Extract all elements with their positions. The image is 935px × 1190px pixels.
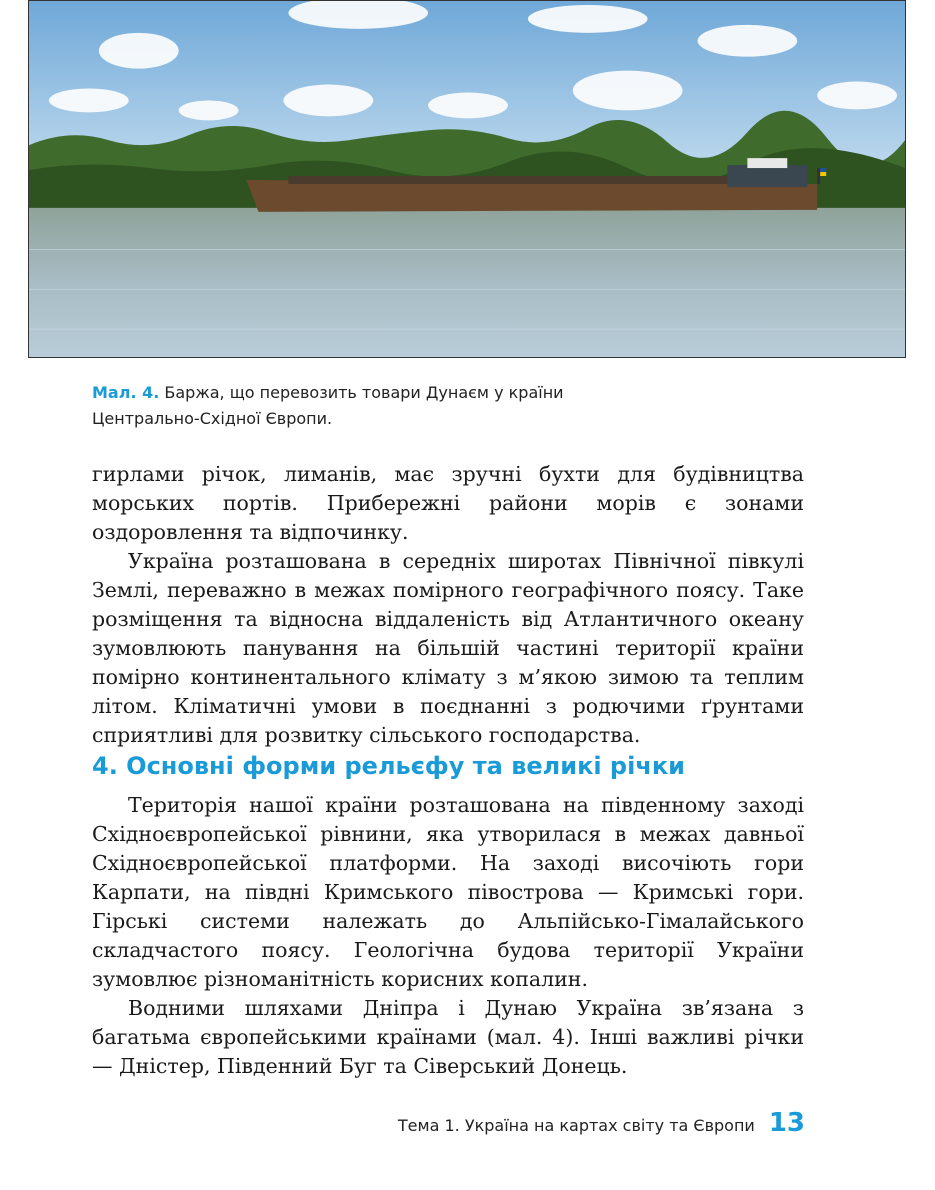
paragraph-climate: Україна розташована в середніх широтах Північної півкулі Землі, переважно в межах помірного географічного поясу. Таке розміщення та відносна віддаленість від Атлантичного океану зумовлюють панування на більшій частині території країни помірно континентального клімату з м’якою зимою та теплим літом. Кліматичні умови в поєднанні з родючими ґрунтами сприятливі для розвитку сільського господарства. bbox=[92, 549, 804, 747]
caption-line-1: Баржа, що перевозить товари Дунаєм у країни bbox=[164, 383, 564, 402]
paragraph-relief: Територія нашої країни розташована на південному заході Східноєвропейської рівнини, яка утворилася в межах давньої Східноєвропейської платформи. На заході височіють гори Карпати, на півдні Кримського півострова — Кримські гори. Гірські системи належать до Альпійсько-Гімалайського складчастого поясу. Геологічна будова території України зумовлює різноманітність корисних копалин. bbox=[92, 793, 804, 991]
section-heading: 4. Основні форми рельєфу та великі річки bbox=[92, 752, 685, 780]
page-footer bbox=[398, 1108, 805, 1138]
page-number: 13 bbox=[768, 1108, 805, 1138]
figure-label: Мал. 4. bbox=[92, 383, 160, 402]
text-block-2 bbox=[92, 791, 804, 1081]
text-block-1 bbox=[92, 460, 804, 750]
footer-topic: Тема 1. Україна на картах світу та Європи bbox=[397, 1116, 755, 1135]
barge-photo bbox=[28, 0, 906, 358]
barge-on-river-image bbox=[29, 1, 905, 357]
caption-line-2: Центрально-Східної Європи. bbox=[92, 409, 333, 428]
paragraph-continuation: гирлами річок, лиманів, має зручні бухти для будівництва морських портів. Прибережні райони морів є зонами оздоровлення та відпочинку. bbox=[92, 462, 804, 544]
paragraph-rivers: Водними шляхами Дніпра і Дунаю Україна зв’язана з багатьма європейськими країнами (мал. 4). Інші важливі річки — Дністер, Південний Буг та Сіверський Донець. bbox=[92, 996, 804, 1078]
figure-caption bbox=[92, 380, 692, 432]
